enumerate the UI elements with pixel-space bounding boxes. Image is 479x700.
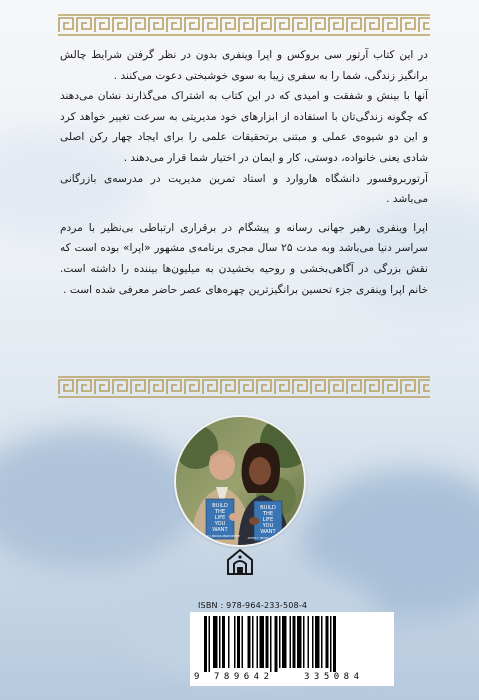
book-title-line: YOU [214,521,226,527]
barcode-bar [315,616,320,668]
barcode-bar [297,616,302,668]
paragraph-insight: آنها با بینش و شفقت و امیدی که در این کتاب به اشتراک می‌گذارند نشان می‌دهند که چگونه زندگی‌تان با استفاده از ابزارهای خود مدیریتی به سرعت تغییر خواهد کرد و این دو شیوه‌ی عملی و مبتنی برتحقیقات علمی را برای ایجاد چهار رکن اصلی شادی یعنی خانواده، دوستی، کار و ایمان در اختیار شما قرار می‌دهند . [60,90,428,164]
book-authors: ARTHUR C. BROOKS OPRAH WINFREY [247,537,289,540]
barcode-bar [312,616,314,668]
barcode-bar [222,616,225,668]
book-title-line: WANT [260,529,276,535]
barcode-digits-right: 335084 [304,672,364,682]
barcode-bar [333,616,336,672]
barcode-bar [270,616,272,672]
barcode-bar [282,616,287,668]
barcode-bars [190,612,394,672]
barcode-bar [326,616,329,668]
book-title-line: BUILD [260,505,276,511]
barcode-bar [303,616,305,668]
barcode-bar [213,616,218,668]
greek-key-border-bottom [58,376,430,398]
book-title-line: THE [262,511,274,517]
isbn-label: ISBN : 978-964-233-508-4 [198,601,308,610]
paragraph-arthur: آرتوربروفسور دانشگاه هاروارد و استاد تمرین مدیریت در مدرسه‌ی بازرگانی می‌باشد . [60,172,428,206]
barcode-bar [266,616,269,668]
barcode-bar [228,616,230,668]
barcode [190,612,394,686]
book-title-line: THE [214,509,226,515]
book-title-line: WANT [212,527,228,533]
book-authors: ARTHUR C. BROOKS OPRAH WINFREY [199,535,241,538]
barcode-bar [260,616,265,668]
publisher-logo [224,548,256,576]
description-text [60,45,428,300]
barcode-bar [257,616,259,668]
barcode-bar [275,616,278,672]
barcode-bar [290,616,292,668]
barcode-bar [252,616,254,668]
paragraph-intro: در این کتاب آرتور سی بروکس و اپرا وینفری بدون در نظر گرفتن شرایط چالش برانگیز زندگی، شما را به سفری زیبا به سوی خوشبختی دعوت می‌کنند . [60,49,428,82]
barcode-digit-first: 9 [194,672,200,682]
barcode-digits-left: 789642 [214,672,274,682]
barcode-bar [330,616,332,672]
barcode-bar [248,616,251,668]
barcode-bar [308,616,310,668]
barcode-bar [237,616,240,668]
authors-photo [176,417,304,545]
greek-key-border-top [58,14,430,36]
paragraph-oprah: اپرا وینفری رهبر جهانی رسانه و پیشگام در برقراری ارتباطی بی‌نظیر با مردم سراسر دنیا می‌باشد وبه مدت ۲۵ سال مجری برنامه‌ی مشهور «اپرا» بوده است که نقش بزرگی در آگاهی‌بخشی و روحیه بخشیدن به میلیون‌ها بیننده را داشته است. خانم اپرا وینفری جزء تحسین برانگیزترین چهره‌های عصر حاضر معرفی شده است . [60,221,428,296]
barcode-bar [204,616,207,672]
barcode-digits [190,672,394,684]
book-title-line: YOU [262,523,274,529]
book-title-line: LIFE [262,517,274,523]
barcode-bar [279,616,281,668]
barcode-bar [242,616,244,668]
barcode-bar [293,616,296,668]
barcode-bar [321,616,323,668]
barcode-bar [219,616,221,668]
barcode-bar [209,616,211,672]
cloud-decoration [0,430,200,570]
book-title-line: BUILD [212,503,228,509]
book-title-line: LIFE [214,515,226,521]
barcode-bar [234,616,236,668]
